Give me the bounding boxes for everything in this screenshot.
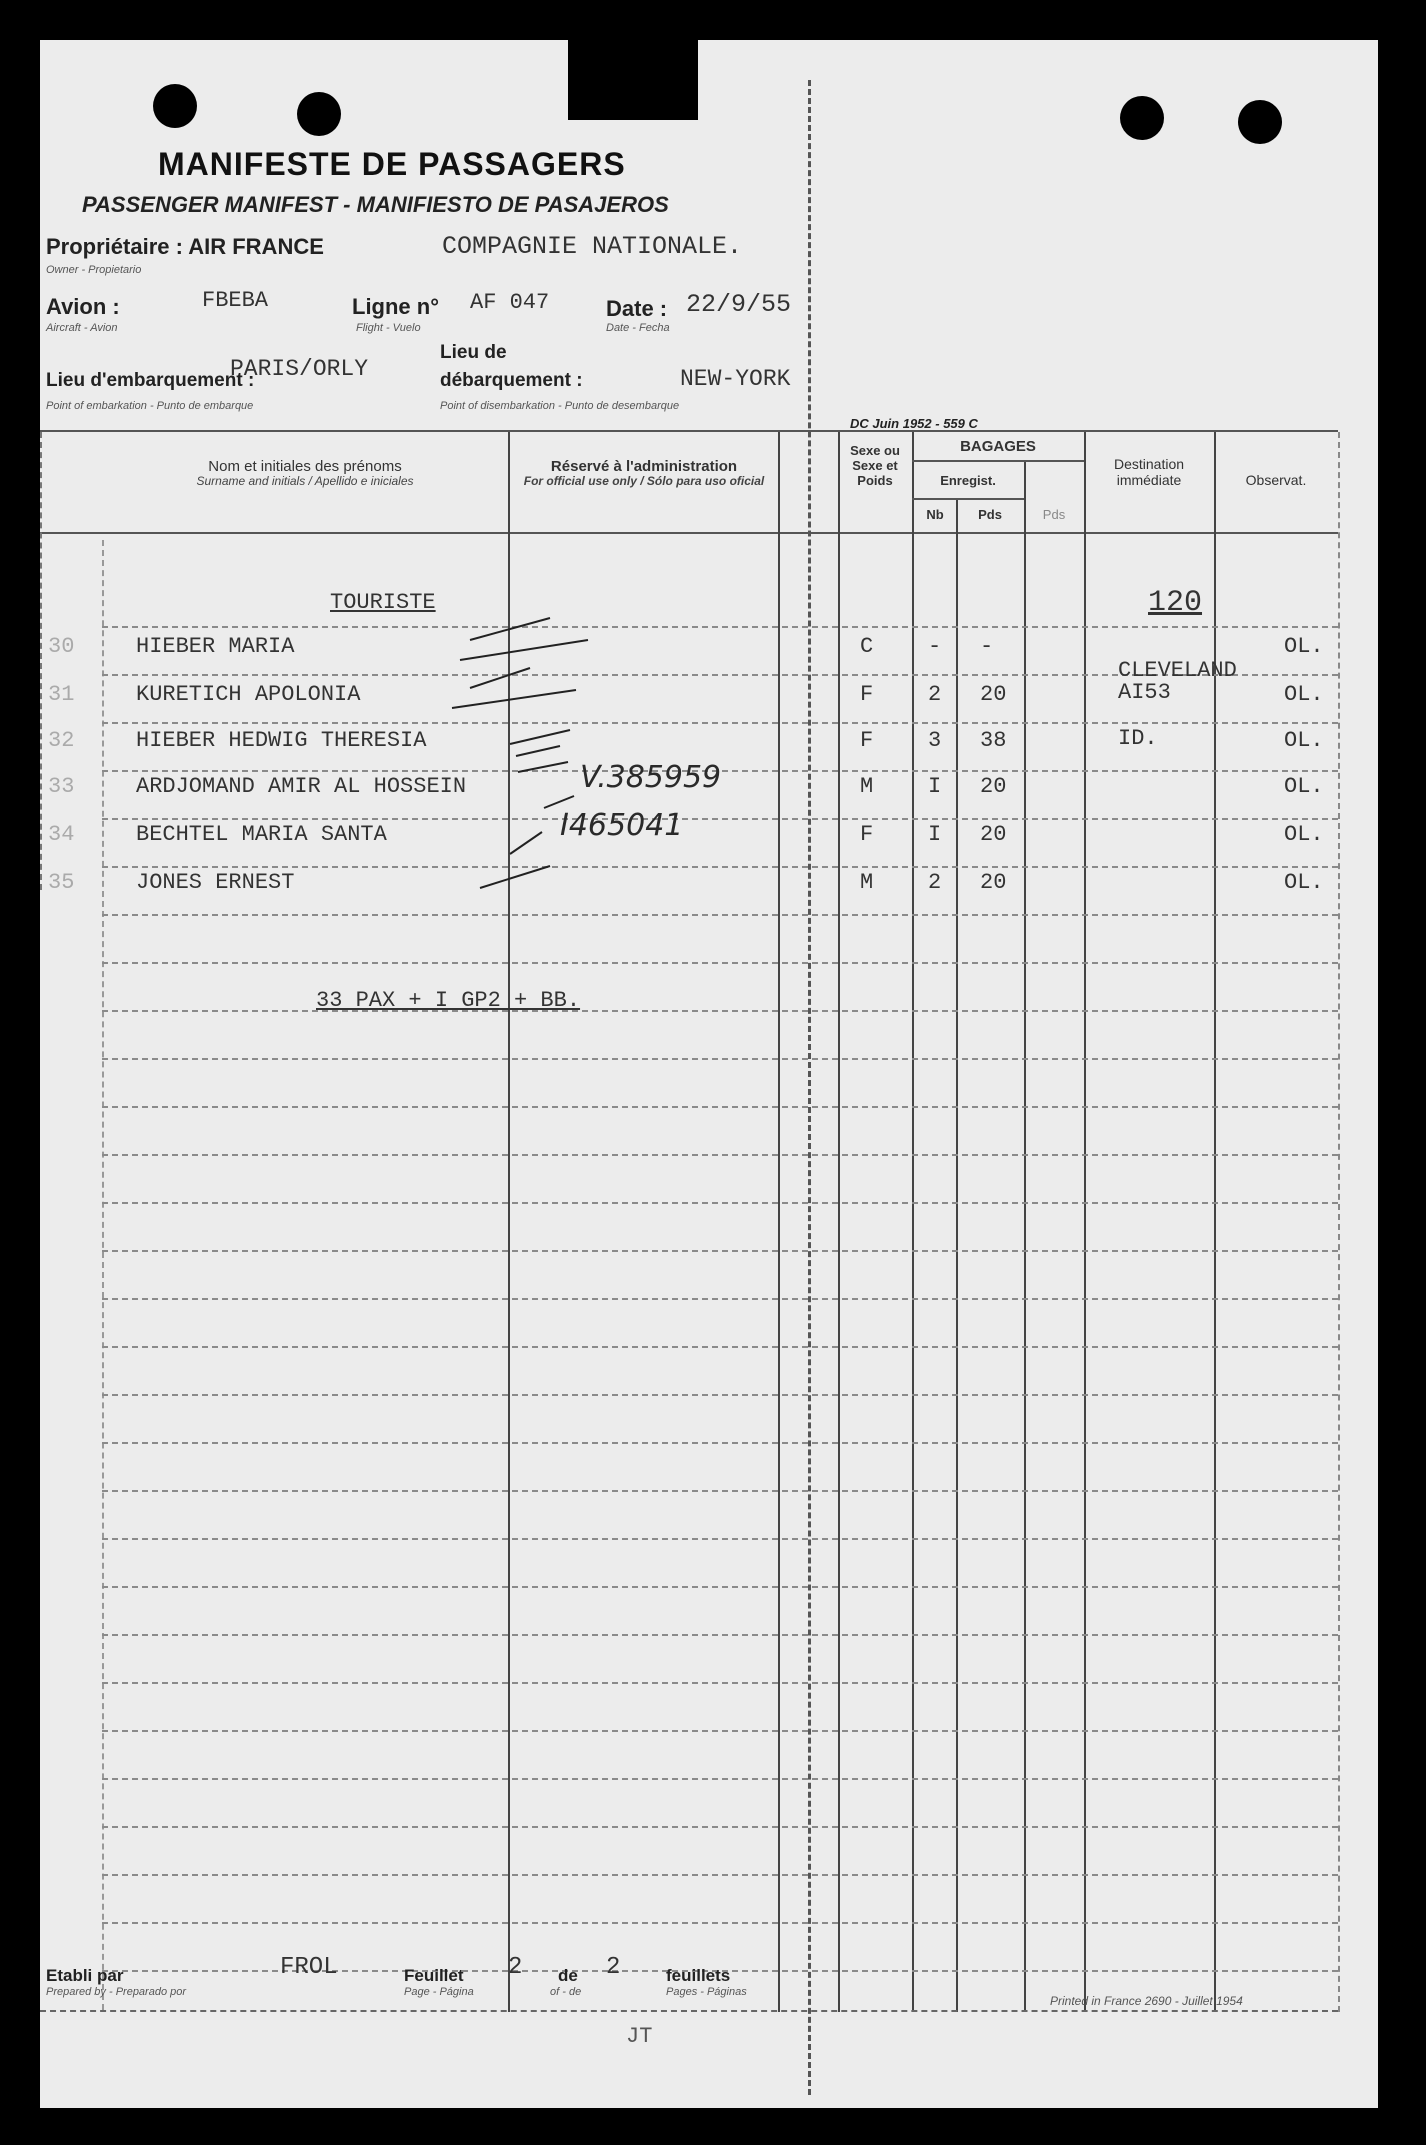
ruled-line bbox=[102, 1826, 1338, 1828]
ruled-line bbox=[102, 1634, 1338, 1636]
aircraft-sublabel: Aircraft - Avion bbox=[46, 322, 118, 334]
flight-sublabel: Flight - Vuelo bbox=[356, 322, 421, 334]
ruled-line bbox=[102, 1394, 1338, 1396]
ruled-line bbox=[102, 1106, 1338, 1108]
ruled-line bbox=[102, 1922, 1338, 1924]
nb-column-header: Nb bbox=[926, 507, 944, 522]
embark-sublabel: Point of embarkation - Punto de embarque bbox=[46, 400, 254, 412]
sex-column-header: Sexe ou Sexe et Poids bbox=[850, 443, 900, 488]
class-label: TOURISTE bbox=[330, 590, 436, 615]
destination-column-header: Destination immédiate bbox=[1113, 456, 1185, 489]
passenger-name: KURETICH APOLONIA bbox=[136, 682, 361, 707]
destination: CLEVELAND AI53 bbox=[1118, 658, 1237, 705]
date-label: Date : bbox=[606, 296, 668, 321]
sheet-number: 2 bbox=[508, 1954, 523, 1981]
owner-sublabel: Owner - Propietario bbox=[46, 264, 142, 276]
row-number: 33 bbox=[48, 774, 75, 799]
ruled-line bbox=[102, 1730, 1338, 1732]
passenger-name: BECHTEL MARIA SANTA bbox=[136, 822, 387, 847]
baggage-count: I bbox=[928, 822, 942, 847]
ruled-line bbox=[102, 1538, 1338, 1540]
ruled-line bbox=[102, 1778, 1338, 1780]
baggage-weight: 20 bbox=[980, 870, 1007, 895]
passenger-name: JONES ERNEST bbox=[136, 870, 295, 895]
passenger-name: HIEBER HEDWIG THERESIA bbox=[136, 728, 427, 753]
baggage-weight: 20 bbox=[980, 774, 1007, 799]
disembark-label-1: Lieu de bbox=[440, 342, 507, 363]
baggage-weight: 20 bbox=[980, 682, 1007, 707]
sheet-sublabel: Page - Página bbox=[404, 1986, 474, 1998]
row-number: 30 bbox=[48, 634, 75, 659]
baggage-count: 3 bbox=[928, 728, 942, 753]
passenger-name: ARDJOMAND AMIR AL HOSSEIN bbox=[136, 774, 467, 799]
baggage-count: 2 bbox=[928, 870, 942, 895]
row-number: 32 bbox=[48, 728, 75, 753]
ruled-line bbox=[102, 1874, 1338, 1876]
ruled-line bbox=[102, 1154, 1338, 1156]
pds-column-header: Pds bbox=[978, 507, 1002, 522]
ruled-line bbox=[102, 1682, 1338, 1684]
passenger-sex: F bbox=[860, 728, 874, 753]
summary-line: 33 PAX + I GP2 + BB. bbox=[316, 988, 581, 1013]
ruled-line bbox=[102, 1442, 1338, 1444]
disembark-sublabel: Point of disembarkation - Punto de desembarque bbox=[440, 400, 680, 412]
prepared-label: Etabli par bbox=[46, 1966, 124, 1985]
sheets-sublabel: Pages - Páginas bbox=[666, 1986, 747, 1998]
of-label: de bbox=[558, 1966, 578, 1985]
flight-value: AF 047 bbox=[470, 290, 550, 315]
row-number: 34 bbox=[48, 822, 75, 847]
observation: OL. bbox=[1284, 870, 1324, 895]
admin-column-header: Réservé à l'administration For official use only / Sólo para uso oficial bbox=[523, 458, 765, 489]
sheet-label: Feuillet bbox=[404, 1966, 464, 1985]
class-total: 120 bbox=[1148, 586, 1203, 620]
flight-label: Ligne n° bbox=[352, 294, 440, 319]
prepared-sublabel: Prepared by - Preparado por bbox=[46, 1986, 187, 1998]
ruled-line bbox=[102, 1298, 1338, 1300]
baggage-count: 2 bbox=[928, 682, 942, 707]
sheets-label: feuillets bbox=[666, 1966, 731, 1985]
visa-number: V.385959 bbox=[580, 760, 722, 795]
visa-number: I465041 bbox=[560, 808, 684, 843]
observation: OL. bbox=[1284, 774, 1324, 799]
sheet-total: 2 bbox=[606, 1954, 621, 1981]
ruled-line bbox=[102, 1010, 1338, 1012]
observation: OL. bbox=[1284, 634, 1324, 659]
baggage-weight: - bbox=[980, 634, 994, 659]
printed-note: Printed in France 2690 - Juillet 1954 bbox=[1050, 1994, 1243, 2008]
observation: OL. bbox=[1284, 728, 1324, 753]
observation: OL. bbox=[1284, 682, 1324, 707]
initials: JT bbox=[626, 2024, 653, 2049]
ruled-line bbox=[102, 1346, 1338, 1348]
manifest-subtitle: PASSENGER MANIFEST - MANIFIESTO DE PASAJEROS bbox=[82, 192, 669, 217]
footer-border bbox=[40, 2010, 1338, 2012]
disembark-label-2: débarquement : bbox=[440, 370, 583, 391]
row-number: 31 bbox=[48, 682, 75, 707]
owner-value: COMPAGNIE NATIONALE. bbox=[442, 232, 743, 261]
baggage-weight: 38 bbox=[980, 728, 1007, 753]
observations-column-header: Observat. bbox=[1245, 472, 1307, 488]
pen-strokes bbox=[40, 40, 1378, 940]
manifest-page bbox=[40, 40, 1378, 2108]
date-sublabel: Date - Fecha bbox=[606, 322, 670, 334]
form-code: DC Juin 1952 - 559 C bbox=[850, 416, 978, 431]
ruled-line bbox=[102, 1202, 1338, 1204]
owner-label: Propriétaire : AIR FRANCE bbox=[46, 234, 324, 259]
passenger-sex: F bbox=[860, 682, 874, 707]
manifest-title: MANIFESTE DE PASSAGERS bbox=[158, 146, 626, 182]
passenger-sex: M bbox=[860, 774, 874, 799]
passenger-sex: C bbox=[860, 634, 874, 659]
of-sublabel: of - de bbox=[550, 1986, 582, 1998]
pds2-column-header: Pds bbox=[1042, 507, 1066, 522]
destination: ID. bbox=[1118, 726, 1158, 751]
baggage-count: I bbox=[928, 774, 942, 799]
aircraft-label: Avion : bbox=[46, 294, 120, 319]
ruled-line bbox=[102, 1058, 1338, 1060]
embark-label: Lieu d'embarquement : bbox=[46, 370, 255, 391]
ruled-line bbox=[102, 1490, 1338, 1492]
date-value: 22/9/55 bbox=[686, 290, 792, 319]
passenger-sex: M bbox=[860, 870, 874, 895]
passenger-name: HIEBER MARIA bbox=[136, 634, 295, 659]
passenger-sex: F bbox=[860, 822, 874, 847]
ruled-line bbox=[102, 962, 1338, 964]
name-column-header: Nom et initiales des prénoms Surname and initials / Apellido e iniciales bbox=[196, 458, 414, 489]
aircraft-value: FBEBA bbox=[202, 288, 269, 313]
observation: OL. bbox=[1284, 822, 1324, 847]
registered-column-header: Enregist. bbox=[940, 473, 996, 488]
row-number: 35 bbox=[48, 870, 75, 895]
baggage-column-header: BAGAGES bbox=[960, 438, 1036, 455]
prepared-value: FROL bbox=[280, 1954, 338, 1981]
baggage-weight: 20 bbox=[980, 822, 1007, 847]
disembark-value: NEW-YORK bbox=[680, 366, 791, 392]
embark-value: PARIS/ORLY bbox=[230, 356, 369, 382]
baggage-count: - bbox=[928, 634, 942, 659]
ruled-line bbox=[102, 1250, 1338, 1252]
ruled-line bbox=[102, 1586, 1338, 1588]
